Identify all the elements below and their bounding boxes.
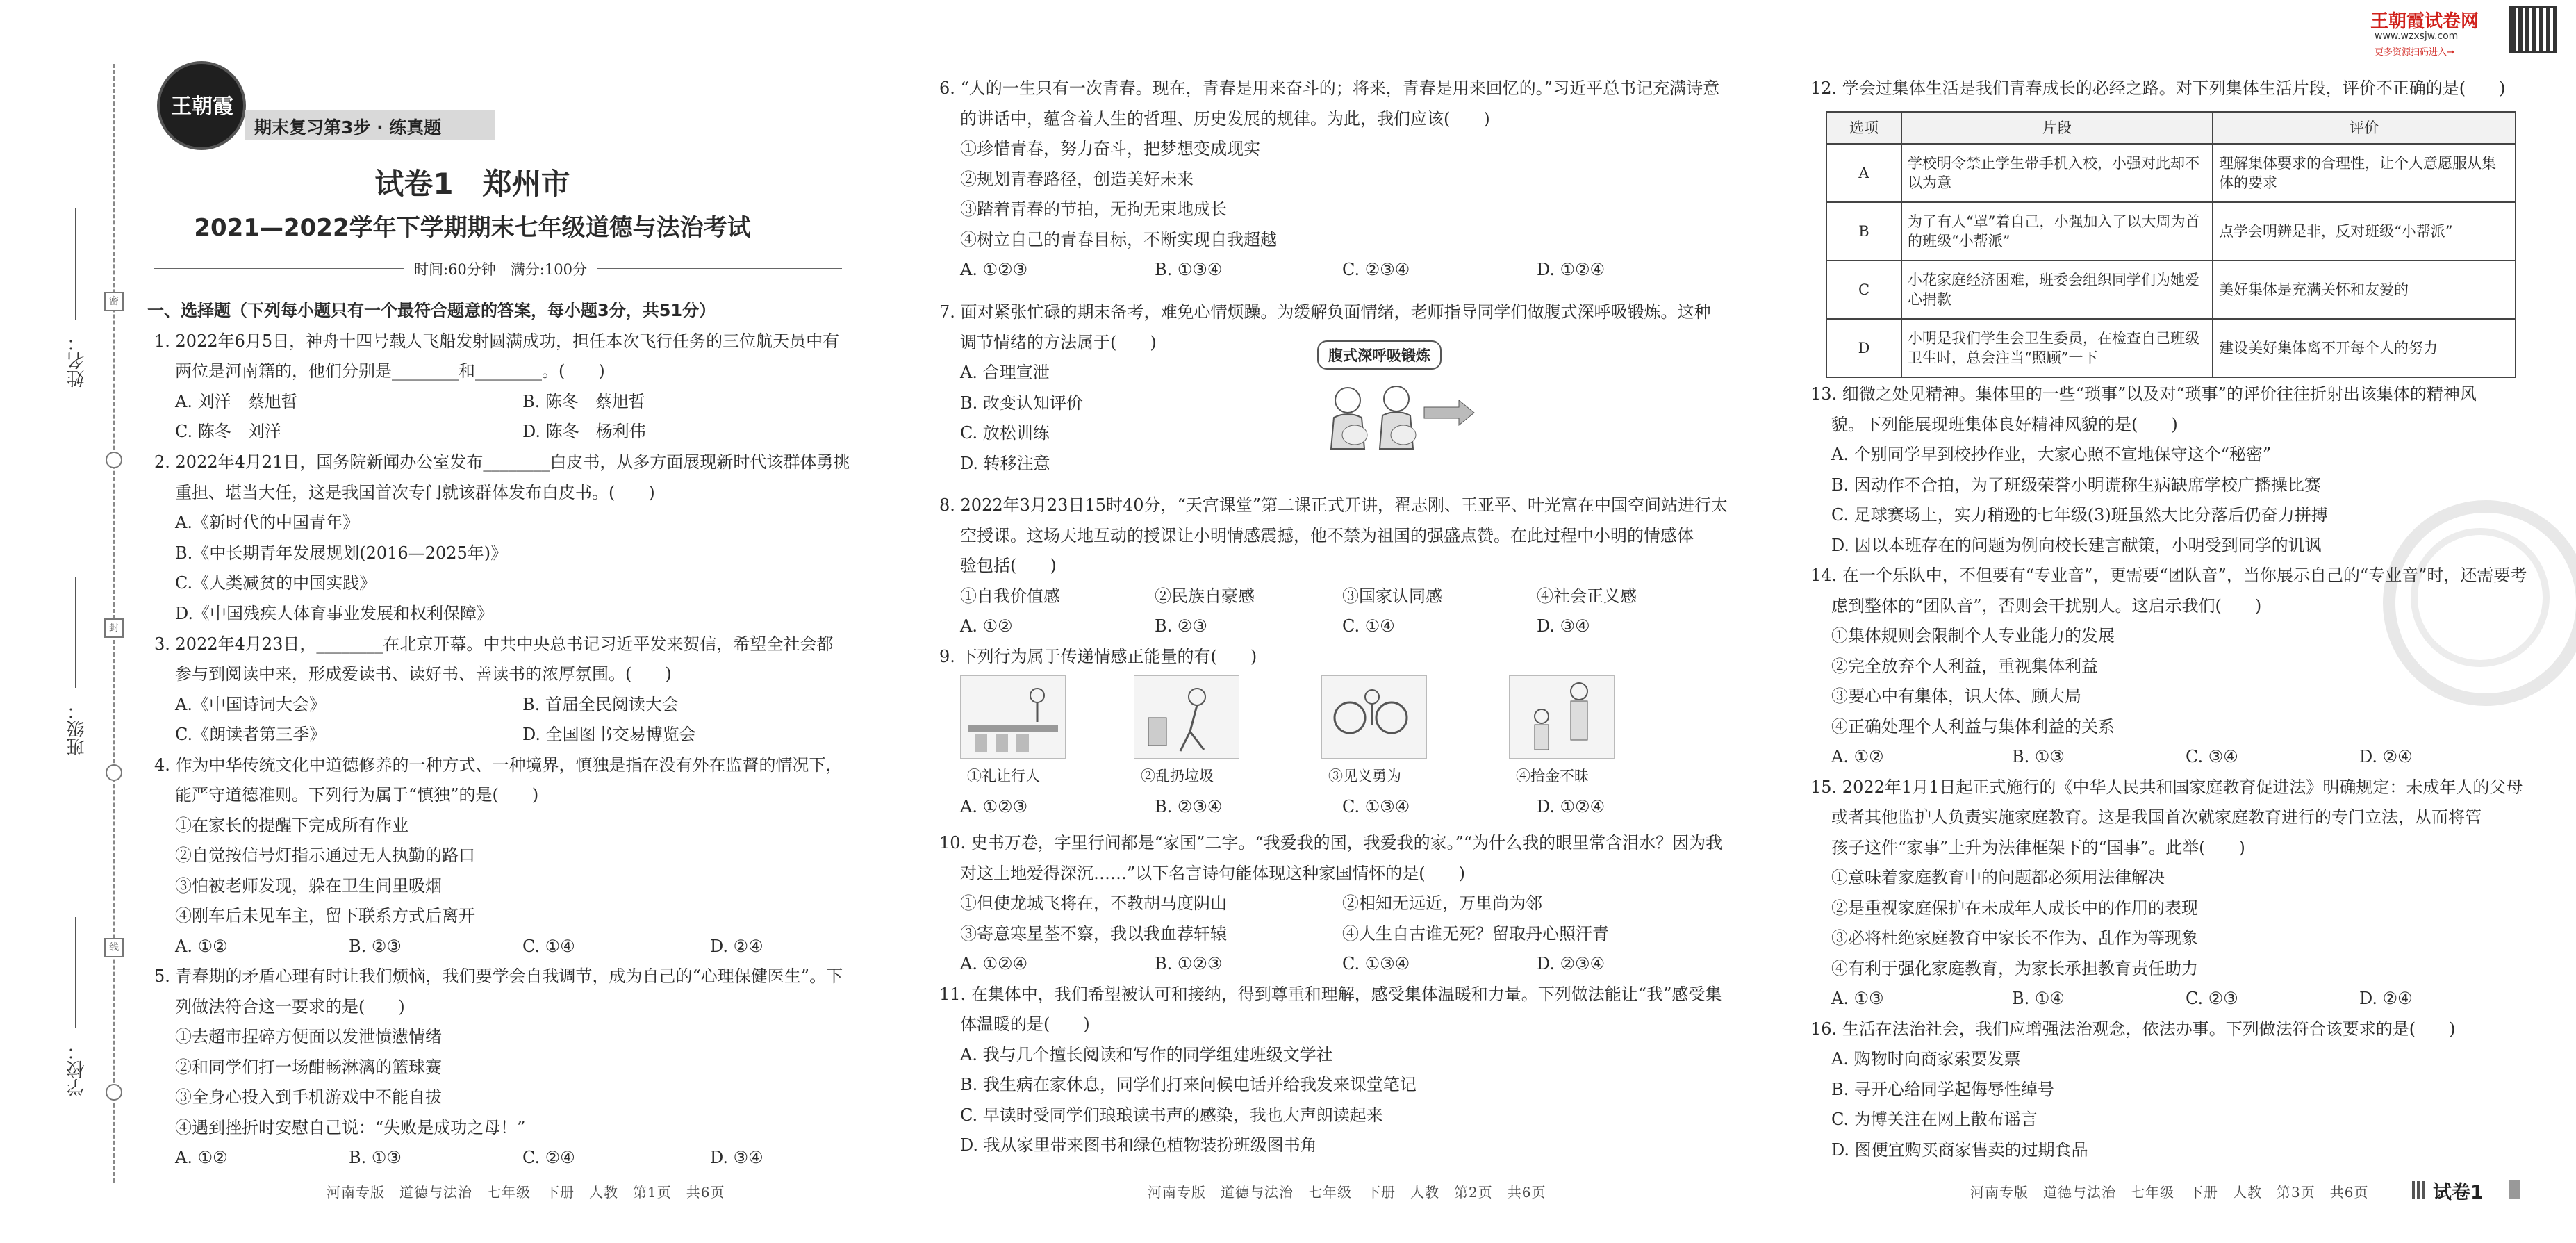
q15-item: ④有利于强化家庭教育，为家长承担教育责任助力 xyxy=(1831,959,2198,978)
question-2-cont: 重担、堪当大任，这是我国首次专门就该群体发布白皮书。( ) xyxy=(175,483,655,502)
question-10-cont: 对这土地爱得深沉……”以下名言诗句能体现这种家国情怀的是( ) xyxy=(960,864,1465,883)
question-15-cont: 或者其他监护人负责实施家庭教育。这是我国首次就家庭教育进行的专门立法，从而将管 xyxy=(1831,807,2482,827)
returning-lost-item-icon xyxy=(1509,675,1615,759)
seal-mark: 封 xyxy=(104,618,124,638)
question-5-cont: 列做法符合这一要求的是( ) xyxy=(175,997,405,1016)
page-footer: 河南专版 道德与法治 七年级 下册 人教 第3页 共6页 xyxy=(1970,1184,2369,1201)
question-1: 1. 2022年6月5日，神舟十四号载人飞船发射圆满成功，担任本次飞行任务的三位航天员中有 xyxy=(154,331,840,351)
question-13-cont: 貌。下列能展现班集体良好精神风貌的是( ) xyxy=(1831,415,2178,434)
q8-item: ④社会正义感 xyxy=(1537,586,1637,606)
q4-item: ②自觉按信号灯指示通过无人执勤的路口 xyxy=(175,846,475,865)
banner xyxy=(245,110,495,140)
q11-option-b[interactable]: B. 我生病在家休息，同学们打来问候电话并给我发来课堂笔记 xyxy=(960,1075,1417,1094)
q5-item: ④遇到挫折时安慰自己说：“失败是成功之母！” xyxy=(175,1118,526,1137)
class-line xyxy=(75,577,76,688)
q5-option-c[interactable]: C. ②④ xyxy=(522,1148,575,1167)
q3-option-c[interactable]: C.《朗读者第三季》 xyxy=(175,725,327,744)
question-14: 14. 在一个乐队中，不但要有“专业音”，更需要“团队音”，当你展示自己的“专业音”时，还需要考 xyxy=(1810,566,2527,585)
q1-option-b[interactable]: B. 陈冬 蔡旭哲 xyxy=(522,392,645,411)
question-16: 16. 生活在法治社会，我们应增强法治观念，依法办事。下列做法符合该要求的是( ) xyxy=(1810,1019,2456,1039)
class-label: 班级： xyxy=(67,702,88,756)
seal-circle xyxy=(106,1084,122,1101)
q8-item: ③国家认同感 xyxy=(1342,586,1442,606)
q7-option-b[interactable]: B. 改变认知评价 xyxy=(960,393,1083,413)
evaluation-table xyxy=(1826,111,2516,378)
q14-option-c[interactable]: C. ③④ xyxy=(2186,747,2238,766)
q9-pic-label: ③见义勇为 xyxy=(1328,768,1401,784)
paper-tag-bar xyxy=(2509,1180,2520,1199)
logo-text: 王朝霞 xyxy=(171,94,233,119)
q14-item: ②完全放弃个人利益，重视集体利益 xyxy=(1831,657,2098,676)
table-cell: 学校明令禁止学生带手机入校，小强对此却不以为意 xyxy=(1901,144,2213,202)
q8-option-a[interactable]: A. ①② xyxy=(960,616,1013,636)
seal-circle xyxy=(106,452,122,468)
paper-tag-decoration xyxy=(2412,1181,2426,1199)
q10-option-b[interactable]: B. ①②③ xyxy=(1155,954,1223,973)
q3-option-a[interactable]: A.《中国诗词大会》 xyxy=(175,695,326,714)
q6-item: ①珍惜青春，努力奋斗，把梦想变成现实 xyxy=(960,139,1260,158)
q15-option-c[interactable]: C. ②③ xyxy=(2186,989,2238,1008)
littering-icon xyxy=(1134,675,1239,759)
q13-option-b[interactable]: B. 因动作不合拍，为了班级荣誉小明谎称生病缺席学校广播操比赛 xyxy=(1831,475,2321,495)
question-3: 3. 2022年4月23日，________在北京开幕。中共中央总书记习近平发来贺信，希望全社会都 xyxy=(154,634,834,654)
question-3-cont: 参与到阅读中来，形成爱读书、读好书、善读书的浓厚氛围。( ) xyxy=(175,664,672,684)
page-title: 试卷1 郑州市 xyxy=(374,167,570,201)
q4-option-a[interactable]: A. ①② xyxy=(175,937,228,956)
q9-pic-label: ②乱扔垃圾 xyxy=(1141,768,1214,784)
q16-option-c[interactable]: C. 为博关注在网上散布谣言 xyxy=(1831,1110,2038,1129)
question-4: 4. 作为中华传统文化中道德修养的一种方式、一种境界，慎独是指在没有外在监督的情况下， xyxy=(154,755,843,775)
table-row xyxy=(1826,319,2516,377)
banner-text: 期末复习第3步 · 练真题 xyxy=(254,117,442,138)
q5-item: ②和同学们打一场酣畅淋漓的篮球赛 xyxy=(175,1057,442,1077)
name-label: 姓名： xyxy=(67,334,88,388)
q11-option-c[interactable]: C. 早读时受同学们琅琅读书声的感染，我也大声朗读起来 xyxy=(960,1105,1383,1125)
brand-name: 王朝霞试卷网 xyxy=(2370,11,2479,32)
question-9: 9. 下列行为属于传递情感正能量的有( ) xyxy=(939,647,1257,666)
q6-item: ②规划青春路径，创造美好未来 xyxy=(960,170,1194,189)
pedestrian-crossing-icon xyxy=(960,675,1066,759)
q3-option-b[interactable]: B. 首届全民阅读大会 xyxy=(522,695,679,714)
seal-circle xyxy=(106,764,122,781)
q4-item: ③怕被老师发现，躲在卫生间里吸烟 xyxy=(175,876,442,896)
question-13: 13. 细微之处见精神。集体里的一些“琐事”以及对“琐事”的评价往往折射出该集体的精神风 xyxy=(1810,384,2477,404)
illustration-caption: 腹式深呼吸锻炼 xyxy=(1317,340,1442,370)
q14-item: ①集体规则会限制个人专业能力的发展 xyxy=(1831,626,2115,645)
q14-option-d[interactable]: D. ②④ xyxy=(2359,747,2413,766)
q14-item: ④正确处理个人利益与集体利益的关系 xyxy=(1831,717,2115,736)
q7-option-a[interactable]: A. 合理宣泄 xyxy=(960,363,1050,382)
q10-option-c[interactable]: C. ①③④ xyxy=(1342,954,1410,973)
table-row xyxy=(1826,144,2516,202)
school-label: 学校： xyxy=(67,1042,88,1096)
brave-deed-icon xyxy=(1321,675,1427,759)
table-cell: 点学会明辨是非，反对班级“小帮派” xyxy=(2213,202,2516,261)
q10-item: ①但使龙城飞将在，不教胡马度阴山 xyxy=(960,894,1227,913)
q13-option-a[interactable]: A. 个别同学早到校抄作业，大家心照不宣地保守这个“秘密” xyxy=(1831,445,2272,464)
table-cell: 建设美好集体离不开每个人的努力 xyxy=(2213,319,2516,377)
q15-option-d[interactable]: D. ②④ xyxy=(2359,989,2413,1008)
question-7-cont: 调节情绪的方法属于( ) xyxy=(960,333,1157,352)
q4-option-b[interactable]: B. ②③ xyxy=(349,937,402,956)
table-header: 选项 xyxy=(1826,112,1901,144)
q10-item: ④人生自古谁无死？留取丹心照汗青 xyxy=(1342,924,1609,944)
q8-item: ①自我价值感 xyxy=(960,586,1060,606)
q16-option-a[interactable]: A. 购物时向商家索要发票 xyxy=(1831,1049,2021,1069)
q8-option-d[interactable]: D. ③④ xyxy=(1537,616,1590,636)
school-line xyxy=(75,917,76,1028)
q2-option-d[interactable]: D.《中国残疾人体育事业发展和权利保障》 xyxy=(175,604,494,623)
table-header: 片段 xyxy=(1901,112,2213,144)
q5-option-b[interactable]: B. ①③ xyxy=(349,1148,402,1167)
q11-option-d[interactable]: D. 我从家里带来图书和绿色植物装扮班级图书角 xyxy=(960,1135,1317,1155)
question-8-cont: 验包括( ) xyxy=(960,556,1057,575)
q2-option-c[interactable]: C.《人类减贫的中国实践》 xyxy=(175,573,377,593)
q6-option-b[interactable]: B. ①③④ xyxy=(1155,260,1223,279)
seal-mark: 线 xyxy=(104,938,124,957)
q15-item: ①意味着家庭教育中的问题都必须用法律解决 xyxy=(1831,868,2165,887)
q15-option-b[interactable]: B. ①④ xyxy=(2012,989,2065,1008)
question-15-cont: 孩子这件“家事”上升为法律框架下的“国事”。此举( ) xyxy=(1831,838,2245,857)
q13-option-c[interactable]: C. 足球赛场上，实力稍逊的七年级(3)班虽然大比分落后仍奋力拼搏 xyxy=(1831,505,2328,525)
q8-option-b[interactable]: B. ②③ xyxy=(1155,616,1207,636)
question-15: 15. 2022年1月1日起正式施行的《中华人民共和国家庭教育促进法》明确规定：未成年人的父母 xyxy=(1810,777,2523,797)
question-11-cont: 体温暖的是( ) xyxy=(960,1014,1090,1034)
table-cell: B xyxy=(1826,202,1901,261)
q7-option-d[interactable]: D. 转移注意 xyxy=(960,454,1050,473)
q10-item: ②相知无远近，万里尚为邻 xyxy=(1342,894,1542,913)
page-footer: 河南专版 道德与法治 七年级 下册 人教 第1页 共6页 xyxy=(327,1184,725,1201)
breathing-exercise-illustration xyxy=(1292,338,1501,470)
table-cell: 美好集体是充满关怀和友爱的 xyxy=(2213,261,2516,319)
q16-option-d[interactable]: D. 图便宜购买商家售卖的过期食品 xyxy=(1831,1140,2088,1160)
question-5: 5. 青春期的矛盾心理有时让我们烦恼，我们要学会自我调节，成为自己的“心理保健医生”。下 xyxy=(154,966,843,986)
seal-mark: 密 xyxy=(104,292,124,311)
q6-item: ④树立自己的青春目标，不断实现自我超越 xyxy=(960,230,1277,249)
question-14-cont: 虑到整体的“团队音”，否则会干扰别人。这启示我们( ) xyxy=(1831,596,2262,616)
q10-option-a[interactable]: A. ①②④ xyxy=(960,954,1028,973)
q14-option-b[interactable]: B. ①③ xyxy=(2012,747,2065,766)
question-1-cont: 两位是河南籍的，他们分别是________和________。( ) xyxy=(175,361,605,381)
table-row xyxy=(1826,261,2516,319)
q5-item: ③全身心投入到手机游戏中不能自拔 xyxy=(175,1087,442,1107)
q3-option-d[interactable]: D. 全国图书交易博览会 xyxy=(522,725,696,744)
q6-option-d[interactable]: D. ①②④ xyxy=(1537,260,1605,279)
q16-option-b[interactable]: B. 寻开心给同学起侮辱性绰号 xyxy=(1831,1080,2054,1099)
q14-item: ③要心中有集体，识大体、顾大局 xyxy=(1831,686,2081,706)
q9-option-a[interactable]: A. ①②③ xyxy=(960,797,1028,816)
q9-option-c[interactable]: C. ①③④ xyxy=(1342,797,1410,816)
q11-option-a[interactable]: A. 我与几个擅长阅读和写作的同学组建班级文学社 xyxy=(960,1045,1333,1064)
question-8-cont: 空授课。这场天地互动的授课让小明情感震撼，他不禁为祖国的强盛点赞。在此过程中小明的情感体 xyxy=(960,526,1694,545)
table-header-row xyxy=(1826,112,2516,144)
section-title: 一、选择题（下列每小题只有一个最符合题意的答案，每小题3分，共51分） xyxy=(147,301,716,320)
q14-option-a[interactable]: A. ①② xyxy=(1831,747,1884,766)
q8-option-c[interactable]: C. ①④ xyxy=(1342,616,1395,636)
table-cell: 小明是我们学生会卫生委员，在检查自己班级卫生时，总会注当“照顾”一下 xyxy=(1901,319,2213,377)
paper-tag: 试卷1 xyxy=(2433,1182,2484,1203)
q9-option-b[interactable]: B. ②③④ xyxy=(1155,797,1223,816)
q4-item: ④刚车后未见车主，留下联系方式后离开 xyxy=(175,906,475,925)
q6-option-c[interactable]: C. ②③④ xyxy=(1342,260,1410,279)
q2-option-a[interactable]: A.《新时代的中国青年》 xyxy=(175,513,359,532)
exam-subtitle: 2021—2022学年下学期期末七年级道德与法治考试 xyxy=(194,214,751,242)
q10-item: ③寄意寒星荃不察，我以我血荐轩辕 xyxy=(960,924,1227,944)
q1-option-a[interactable]: A. 刘洋 蔡旭哲 xyxy=(175,392,298,411)
page-footer: 河南专版 道德与法治 七年级 下册 人教 第2页 共6页 xyxy=(1148,1184,1546,1201)
q9-pic-label: ④拾金不昧 xyxy=(1516,768,1589,784)
question-8: 8. 2022年3月23日15时40分，“天宫课堂”第二课正式开讲，翟志刚、王亚平、叶光富在中国空间站进行太 xyxy=(939,495,1728,515)
table-cell: D xyxy=(1826,319,1901,377)
watermark-seal-inner xyxy=(2411,528,2550,667)
q7-option-c[interactable]: C. 放松训练 xyxy=(960,423,1050,443)
q1-option-c[interactable]: C. 陈冬 刘洋 xyxy=(175,422,281,441)
question-6: 6. “人的一生只有一次青春。现在，青春是用来奋斗的；将来，青春是用来回忆的。”习近平总书记充满诗意 xyxy=(939,79,1720,98)
q13-option-d[interactable]: D. 因以本班存在的问题为例向校长建言献策，小明受到同学的讥讽 xyxy=(1831,536,2322,555)
q2-option-b[interactable]: B.《中长期青年发展规划(2016—2025年)》 xyxy=(175,543,508,563)
q4-option-d[interactable]: D. ②④ xyxy=(710,937,763,956)
qr-code-icon[interactable] xyxy=(2509,6,2557,53)
q4-option-c[interactable]: C. ①④ xyxy=(522,937,575,956)
table-cell: 为了有人“罩”着自己，小强加入了以大周为首的班级“小帮派” xyxy=(1901,202,2213,261)
q15-item: ②是重视家庭保护在未成年人成长中的作用的表现 xyxy=(1831,898,2198,918)
q9-option-d[interactable]: D. ①②④ xyxy=(1537,797,1605,816)
question-2: 2. 2022年4月21日，国务院新闻办公室发布________白皮书，从多方面展现新时代该群体勇挑 xyxy=(154,452,850,472)
table-cell: C xyxy=(1826,261,1901,319)
q5-option-d[interactable]: D. ③④ xyxy=(710,1148,763,1167)
q10-option-d[interactable]: D. ②③④ xyxy=(1537,954,1605,973)
q1-option-d[interactable]: D. 陈冬 杨利伟 xyxy=(522,422,646,441)
brand-url: www.wzxsjw.com xyxy=(2375,31,2459,42)
q4-item: ①在家长的提醒下完成所有作业 xyxy=(175,816,408,835)
question-6-cont: 的讲话中，蕴含着人生的哲理、历史发展的规律。为此，我们应该( ) xyxy=(960,109,1490,129)
q5-option-a[interactable]: A. ①② xyxy=(175,1148,228,1167)
q15-item: ③必将杜绝家庭教育中家长不作为、乱作为等现象 xyxy=(1831,928,2198,948)
question-7: 7. 面对紧张忙碌的期末备考，难免心情烦躁。为缓解负面情绪，老师指导同学们做腹式深呼吸锻炼。这种 xyxy=(939,302,1711,322)
table-cell: 小花家庭经济困难，班委会组织同学们为她爱心捐款 xyxy=(1901,261,2213,319)
table-cell: 理解集体要求的合理性，让个人意愿服从集体的要求 xyxy=(2213,144,2516,202)
q9-pic-label: ①礼让行人 xyxy=(967,768,1040,784)
q6-option-a[interactable]: A. ①②③ xyxy=(960,260,1028,279)
q8-item: ②民族自豪感 xyxy=(1155,586,1255,606)
table-cell: A xyxy=(1826,144,1901,202)
question-12: 12. 学会过集体生活是我们青春成长的必经之路。对下列集体生活片段，评价不正确的是( ) xyxy=(1810,79,2506,98)
question-10: 10. 史书万卷，字里行间都是“家国”二字。“我爱我的国，我爱我的家。”“为什么我的眼里常含泪水？因为我 xyxy=(939,833,1723,853)
question-4-cont: 能严守道德准则。下列行为属于“慎独”的是( ) xyxy=(175,785,539,805)
q5-item: ①去超市捏碎方便面以发泄愤懑情绪 xyxy=(175,1027,442,1046)
table-header: 评价 xyxy=(2213,112,2516,144)
exam-meta-text: 时间:60分钟 满分:100分 xyxy=(404,258,597,279)
q15-option-a[interactable]: A. ①③ xyxy=(1831,989,1884,1008)
question-11: 11. 在集体中，我们希望被认可和接纳，得到尊重和理解，感受集体温暖和力量。下列做法能让“我”感受集 xyxy=(939,985,1722,1004)
q6-item: ③踏着青春的节拍，无拘无束地成长 xyxy=(960,199,1227,219)
brand-note: 更多资源扫码进入→ xyxy=(2375,47,2454,58)
exam-meta xyxy=(154,258,842,279)
table-row xyxy=(1826,202,2516,261)
